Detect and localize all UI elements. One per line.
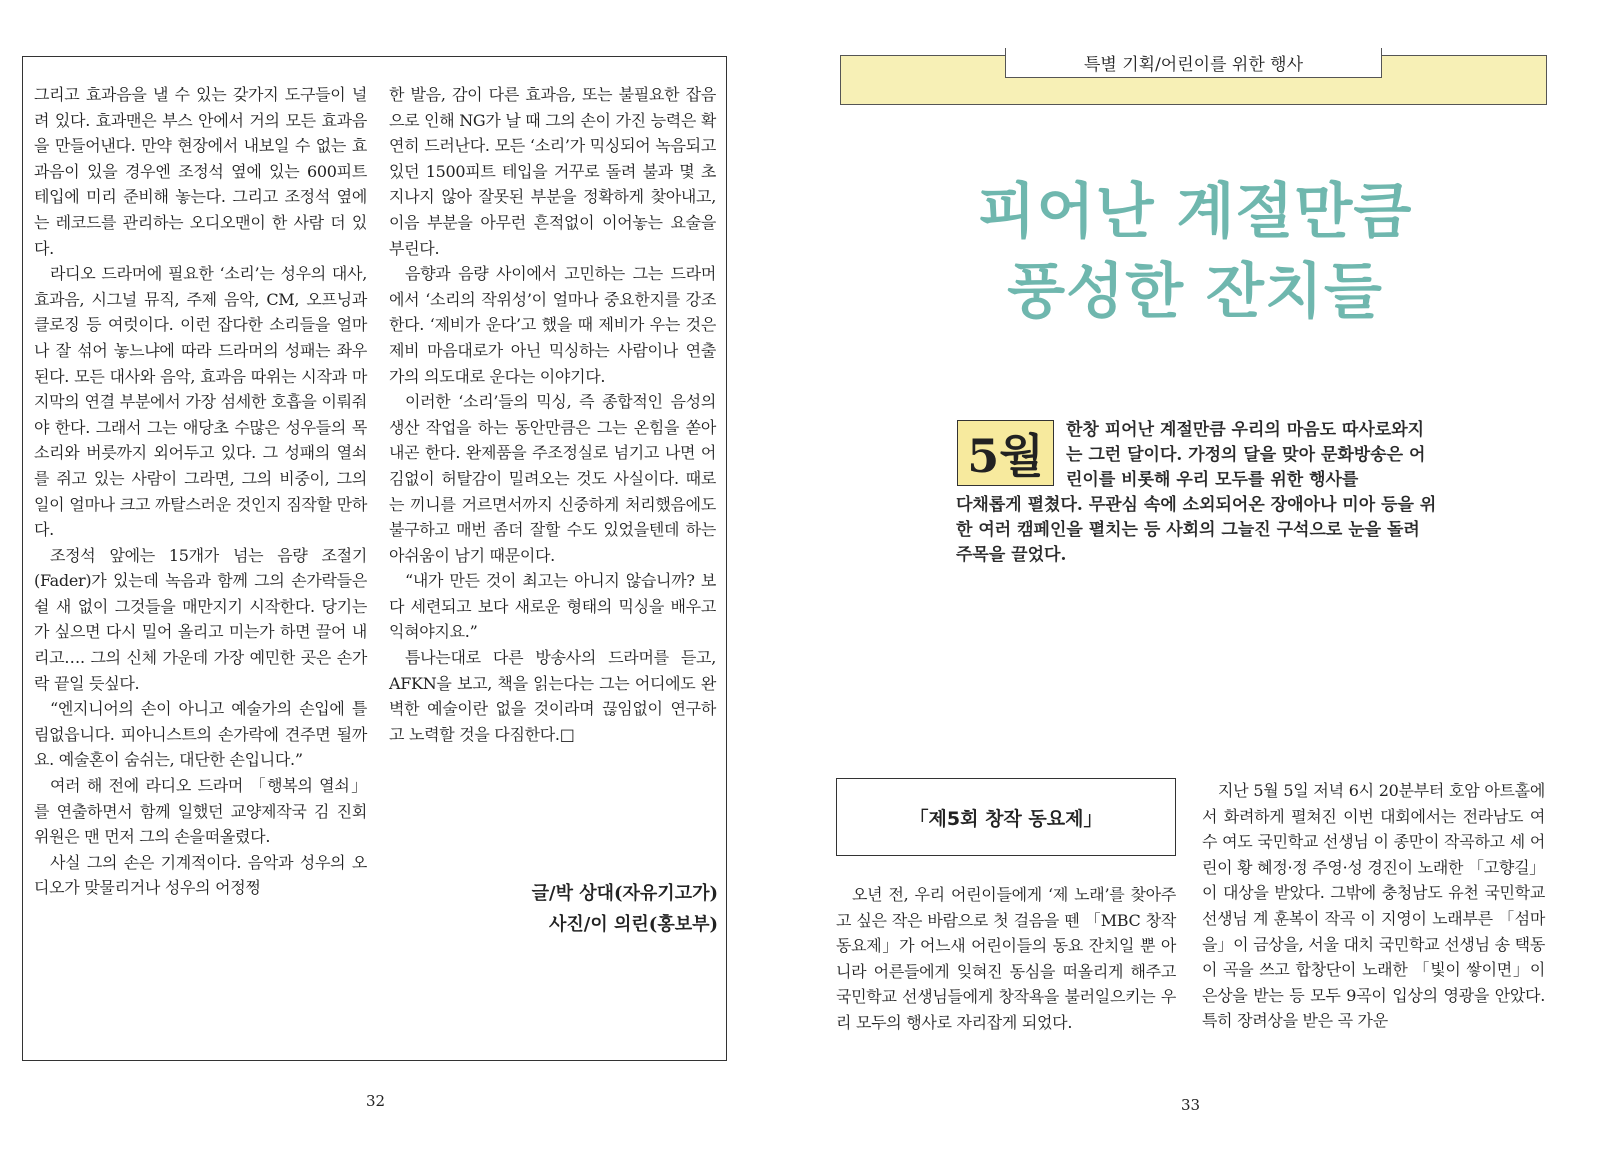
- month-badge: 5월: [957, 420, 1054, 486]
- left-column-2: [389, 82, 716, 747]
- paragraph: 사실 그의 손은 기계적이다. 음악과 성우의 오디오가 맞물리거나 성우의 어정쩡: [34, 852, 367, 898]
- paragraph: 그리고 효과음을 낼 수 있는 갖가지 도구들이 널려 있다. 효과맨은 부스 안에서 거의 모든 효과음을 만들어낸다. 만약 현장에서 내보일 수 없는 효과음이 있을 경우엔 조정석 옆에 있는 600피트 테입에 미리 준비해 놓는다. 그리고 조정석 옆에는 레코드를 관리하는 오디오맨이 한 사람 더 있다.: [34, 85, 367, 258]
- paragraph: 라디오 드라머에 필요한 ‘소리’는 성우의 대사, 효과음, 시그널 뮤직, 주제 음악, CM, 오프닝과 클로징 등 여럿이다. 이런 잡다한 소리들을 얼마나 잘 섞어 놓느냐에 따라 드라머의 성패는 좌우된다. 모든 대사와 음악, 효과음 따위는 시작과 마지막의 연결 부분에서 가장 섬세한 호흡을 이뤄줘야 한다. 그래서 그는 애당초 수많은 성우들의 목소리와 버릇까지 외어두고 있다. 그 성패의 열쇠를 쥐고 있는 사람이 그라면, 그의 비중이, 그의 일이 얼마나 크고 까탈스러운 것인지 짐작할 만하다.: [34, 264, 367, 540]
- paragraph: “엔지니어의 손이 아니고 예술가의 손입에 틀림없읍니다. 피아니스트의 손가락에 견주면 될까요. 예술혼이 숨쉬는, 대단한 손입니다.”: [34, 699, 367, 770]
- credit-writer: 글/박 상대(자유기고가): [531, 883, 718, 904]
- paragraph: 이러한 ‘소리’들의 믹싱, 즉 종합적인 음성의 생산 작업을 하는 동안만큼은 그는 온힘을 쏟아내곤 한다. 완제품을 주조정실로 넘기고 나면 어김없이 허탈감이 밀려오는 것도 사실이다. 때로는 끼니를 거르면서까지 신중하게 처리했음에도 불구하고 매번 좀더 잘할 수도 있었을텐데 하는 아쉬움이 남기 때문이다.: [389, 392, 716, 565]
- paragraph: 음향과 음량 사이에서 고민하는 그는 드라머에서 ‘소리의 작위성’이 얼마나 중요한지를 강조한다. ‘제비가 운다’고 했을 때 제비가 우는 것은 제비 마음대로가 아닌 믹싱하는 사람이나 연출가의 의도대로 운다는 이야기다.: [389, 264, 716, 386]
- left-column-1: [34, 82, 367, 901]
- paragraph: 오년 전, 우리 어린이들에게 ‘제 노래’를 찾아주고 싶은 작은 바람으로 첫 걸음을 뗀 「MBC 창작 동요제」가 어느새 어린이들의 동요 잔치일 뿐 아니라 어른들에게 잊혀진 동심을 떠올리게 해주고 국민학교 선생님들에게 창작욕을 불러일으키는 우리 모두의 행사로 자리잡게 되었다.: [836, 885, 1176, 1032]
- paragraph: 조정석 앞에는 15개가 넘는 음량 조절기(Fader)가 있는데 녹음과 함께 그의 손가락들은 쉴 새 없이 그것들을 매만지기 시작한다. 당기는가 싶으면 다시 밀어 올리고 미는가 하면 끌어 내리고…. 그의 신체 가운데 가장 예민한 곳은 손가락 끝일 듯싶다.: [34, 545, 367, 693]
- paragraph: 틈나는대로 다른 방송사의 드라머를 듣고, AFKN을 보고, 책을 읽는다는 그는 어디에도 완벽한 예술이란 없을 것이라며 끊임없이 연구하고 노력할 것을 다짐한다.□: [389, 648, 716, 744]
- right-column-1: [836, 882, 1176, 1036]
- right-column-2: [1202, 778, 1545, 1034]
- section-label: 특별 기획/어린이를 위한 행사: [1005, 48, 1382, 78]
- article-credits: [532, 878, 718, 940]
- page-number-left: 32: [366, 1092, 386, 1110]
- headline-line-2: 풍성한 잔치들: [1007, 257, 1383, 327]
- paragraph: 한 발음, 감이 다른 효과음, 또는 불필요한 잡음으로 인해 NG가 날 때 그의 손이 가진 능력은 확연히 드러난다. 모든 ‘소리’가 믹싱되어 녹음되고 있던 1500피트 테입을 거꾸로 돌려 불과 몇 초 지나지 않아 잘못된 부분을 정확하게 찾아내고, 이음 부분을 아무런 흔적없이 이어놓는 요술을 부린다.: [389, 85, 716, 258]
- paragraph: “내가 만든 것이 최고는 아니지 않습니까? 보다 세련되고 보다 새로운 형태의 믹싱을 배우고 익혀야지요.”: [389, 571, 716, 642]
- headline: [930, 172, 1460, 332]
- lead-paragraph-part-2: 다채롭게 펼쳤다. 무관심 속에 소외되어온 장애아나 미아 등을 위한 여러 캠페인을 펼치는 등 사회의 그늘진 구석으로 눈을 돌려 주목을 끌었다.: [956, 495, 1437, 565]
- headline-line-1: 피어난 계절만큼: [977, 177, 1413, 247]
- lead-paragraph-part-1: 한창 피어난 계절만큼 우리의 마음도 따사로와지는 그런 달이다. 가정의 달을 맞아 문화방송은 어린이를 비롯해 우리 모두를 위한 행사를: [1066, 420, 1426, 490]
- paragraph: 지난 5월 5일 저녁 6시 20분부터 호암 아트홀에서 화려하게 펼쳐진 이번 대회에서는 전라남도 여수 여도 국민학교 선생님 이 종만이 작곡하고 세 어린이 황 혜정·정 주영·성 경진이 노래한 「고향길」이 대상을 받았다. 그밖에 충청남도 유천 국민학교 선생님 계 훈복이 작곡 이 지영이 노래부른 「섬마을」이 금상을, 서울 대치 국민학교 선생님 송 택동이 곡을 쓰고 합창단이 노래한 「빛이 쌓이면」이 은상을 받는 등 모두 9곡이 입상의 영광을 안았다. 특히 장려상을 받은 곡 가운: [1202, 781, 1545, 1031]
- paragraph: 여러 해 전에 라디오 드라머 「행복의 열쇠」를 연출하면서 함께 일했던 교양제작국 김 진회 위원은 맨 먼저 그의 손을떠올렸다.: [34, 776, 367, 847]
- subheading: 「제5회 창작 동요제」: [909, 807, 1103, 830]
- credit-photo: 사진/이 의린(홍보부): [549, 914, 718, 935]
- subheading-box: [836, 778, 1176, 856]
- page-number-right: 33: [1181, 1096, 1201, 1114]
